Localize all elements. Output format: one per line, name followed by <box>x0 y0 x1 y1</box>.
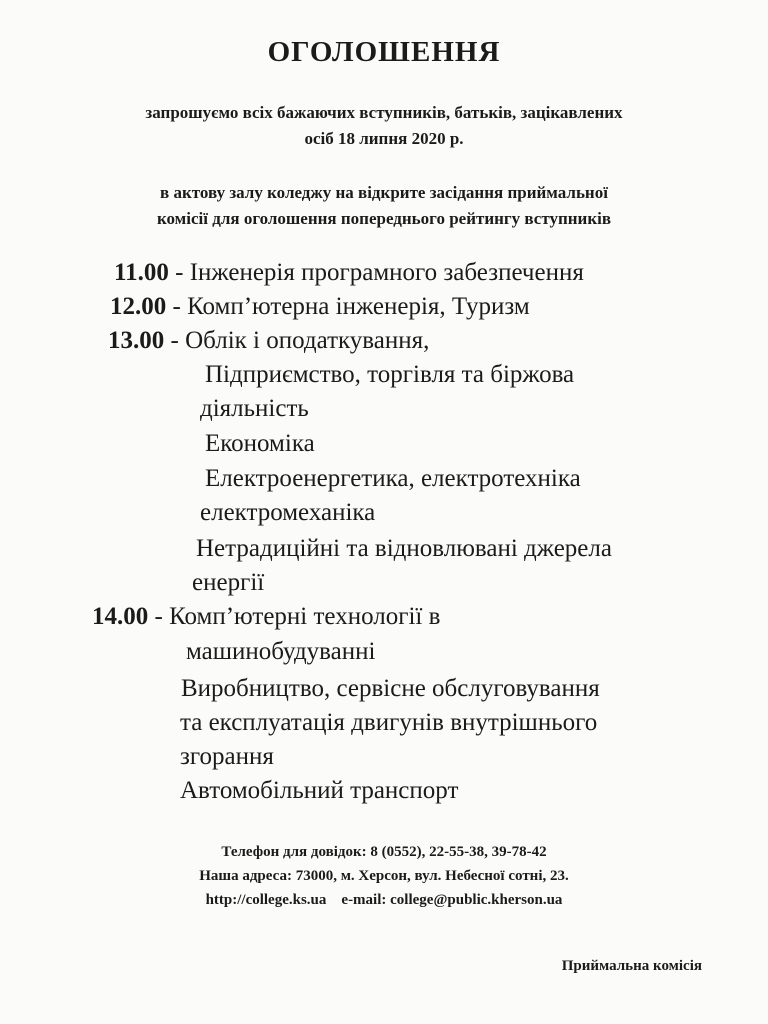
invitation-line-1: запрошуємо всіх бажаючих вступників, батьків, зацікавлених <box>145 103 623 122</box>
schedule-program: Інженерія програмного забезпечення <box>189 259 584 286</box>
meeting-line-1: в актову залу коледжу на відкрите засідання приймальної <box>160 183 608 202</box>
page-title: ОГОЛОШЕННЯ <box>267 36 501 68</box>
website-link[interactable]: http://college.ks.ua <box>205 892 327 908</box>
schedule-separator: - <box>164 327 186 354</box>
schedule-item-1400 <box>92 600 440 634</box>
schedule-program: Економіка <box>205 430 315 457</box>
schedule-program: діяльність <box>200 395 309 422</box>
schedule-program: енергії <box>192 569 265 596</box>
invitation-line-2: осіб 18 липня 2020 р. <box>304 129 464 148</box>
schedule-item-1300 <box>108 324 429 358</box>
schedule-item-1100 <box>114 256 584 290</box>
email-link[interactable]: e-mail: college@public.kherson.ua <box>341 892 563 908</box>
schedule-program: машинобудуванні <box>186 638 376 665</box>
schedule-program: Комп’ютерна інженерія, Туризм <box>187 293 530 320</box>
schedule-program: Виробництво, сервісне обслуговування <box>181 675 600 702</box>
schedule-separator: - <box>168 259 190 286</box>
schedule-program: Облік і оподаткування, <box>185 327 430 354</box>
schedule-program: Електроенергетика, електротехніка <box>205 465 581 492</box>
schedule-program: Нетрадиційні та відновлювані джерела <box>196 535 612 562</box>
schedule-program: згорання <box>180 743 274 770</box>
contact-web <box>0 889 768 911</box>
schedule-program: електромеханіка <box>200 499 376 526</box>
schedule-program: та експлуатація двигунів внутрішнього <box>180 709 598 736</box>
schedule-item-1200 <box>110 290 530 324</box>
schedule-separator: - <box>166 293 188 320</box>
signature: Приймальна комісія <box>561 958 702 974</box>
schedule-time: 12.00 <box>110 293 167 320</box>
invitation-text <box>0 100 768 152</box>
schedule-separator: - <box>148 603 170 630</box>
contact-phone: Телефон для довідок: 8 (0552), 22-55-38, 39-78-42 <box>221 844 547 860</box>
contact-address: Наша адреса: 73000, м. Херсон, вул. Небесної сотні, 23. <box>199 868 569 884</box>
meeting-line-2: комісії для оголошення попереднього рейтингу вступників <box>156 209 612 228</box>
schedule-program: Комп’ютерні технології в <box>169 603 441 630</box>
schedule-time: 14.00 <box>92 603 149 630</box>
schedule-time: 13.00 <box>108 327 165 354</box>
meeting-description <box>0 180 768 232</box>
schedule-time: 11.00 <box>114 259 169 286</box>
schedule-program: Автомобільний транспорт <box>180 777 459 804</box>
schedule-program: Підприємство, торгівля та біржова <box>205 361 575 388</box>
